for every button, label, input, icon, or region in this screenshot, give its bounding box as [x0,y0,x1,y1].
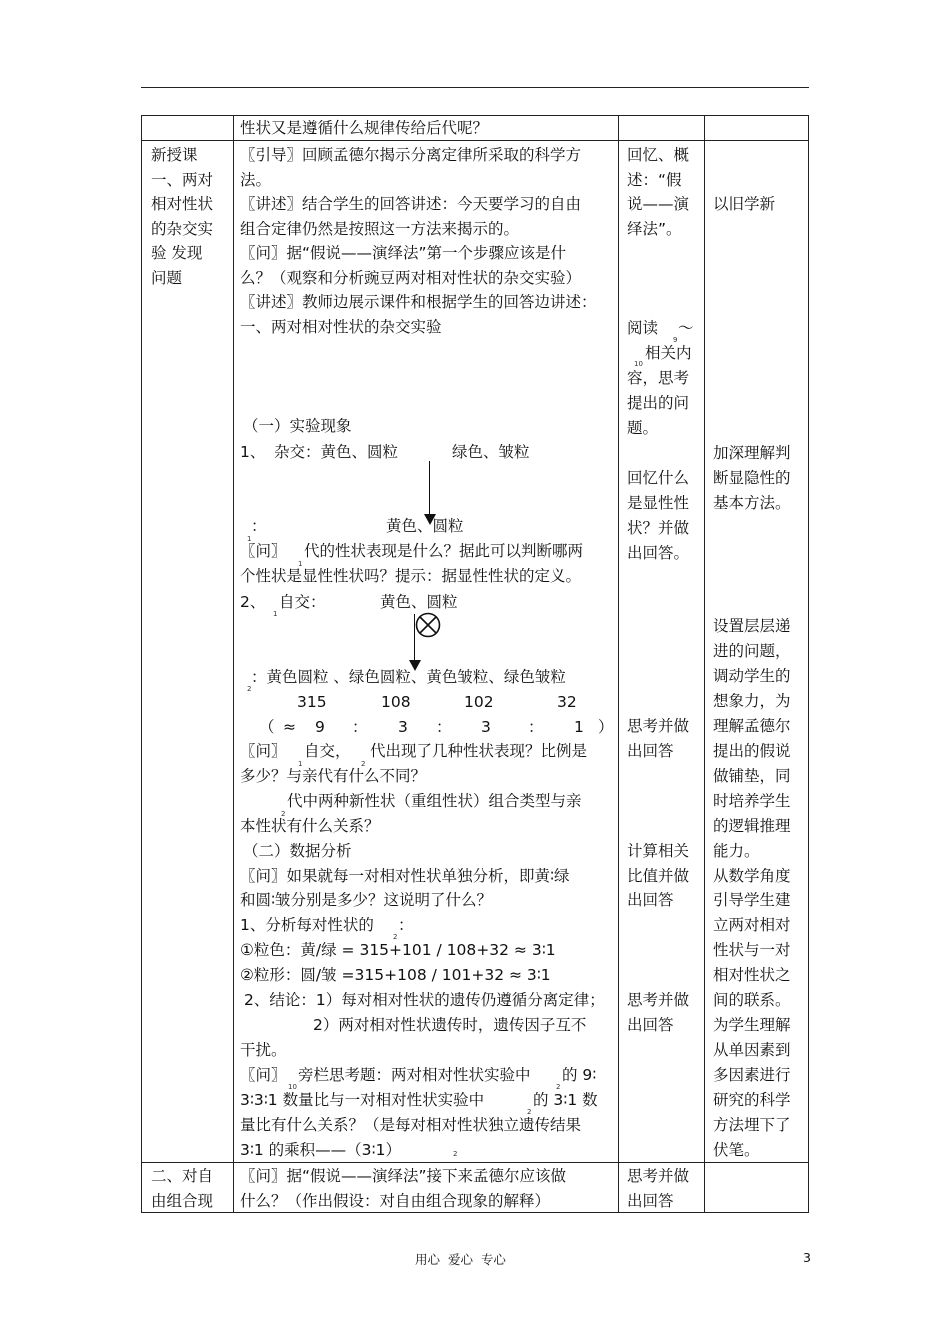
text-line: 〖问〗 [240,742,287,760]
intent-line: 设置层层递 [713,617,791,635]
ratio-token: ： [528,718,544,736]
text-line: 2、结论：1）每对相对性状的遗传仍遵循分离定律； [244,991,605,1009]
text-line: 代出现了几种性状表现？比例是 [370,742,588,760]
intent-line: 进的问题， [713,642,791,660]
intent-line: 加深理解判 [713,444,791,462]
ratio-token: （ [259,718,275,736]
intent-line: 想象力，为 [713,692,791,710]
text-line: 2）两对相对性状遗传时，遗传因子互不 [313,1016,587,1034]
text-line: 么？（观察和分析豌豆两对相对性状的杂交实验） [240,268,582,287]
text-line: 〖问〗 [240,542,287,560]
activity-line: 回忆、概 [627,146,690,164]
text-line: 法。 [240,170,272,189]
activity-line: 出回答。 [627,544,690,562]
text-line: 黄色、圆粒 [380,593,458,611]
intent-line: 立两对相对 [713,916,791,934]
text-line: ：黄色圆粒 、绿色圆粒、黄色皱粒、绿色皱粒 [251,668,566,686]
subscript: 9 [673,336,678,344]
activity-line: 说——演 [627,195,690,213]
intent-line: 从单因素到 [713,1041,791,1059]
text-line: 的 9∶ [562,1066,597,1084]
text-line: 〖讲述〗结合学生的回答讲述：今天要学习的自由 [240,195,582,213]
activity-line: 思考并做 [627,1167,690,1185]
text-line: 什么？（作出假设：对自由组合现象的解释） [240,1191,551,1210]
self-cross-icon [415,612,441,638]
text-line: 代中两种新性状（重组性状）组合类型与亲 [287,792,582,810]
intent-line: 的逻辑推理 [713,817,791,835]
section-heading: 一、两对相对性状的杂交实验 [240,317,442,336]
col1-line: 问题 [151,268,183,287]
subscript: 1 [298,760,303,768]
text-line: ： [251,517,267,535]
count-value: 102 [464,693,494,711]
text-line: 〖问〗如果就每一对相对性状单独分析，即黄∶绿 [240,867,570,885]
col1-line: 二、对自 [151,1167,214,1185]
activity-line: 述：“假 [627,170,682,189]
activity-line: 思考并做 [627,717,690,735]
ratio-token: ： [436,718,452,736]
intent-line: 做铺垫，同 [713,767,791,785]
intent-line: 以旧学新 [713,195,776,213]
text-line: 3∶1 的乘积——（3∶1） [240,1141,401,1159]
activity-line: 状？并做 [627,519,690,537]
column-divider [618,115,619,1213]
activity-line: 容，思考 [627,369,690,387]
intent-line: 为学生理解 [713,1016,791,1034]
column-divider [704,115,705,1213]
formula-line: ①粒色：黄/绿 = 315+101 / 108+32 ≈ 3∶1 [240,941,556,959]
intent-line: 时培养学生 [713,792,791,810]
activity-line: 出回答 [627,891,674,909]
intent-line: 提出的假说 [713,742,791,760]
column-divider [233,115,234,1213]
top-row-text: 性状又是遵循什么规律传给后代呢？ [240,119,489,137]
arrow-down [429,461,430,518]
sub-heading: （二）数据分析 [243,842,352,860]
intent-line: 基本方法。 [713,494,791,512]
col1-line: 验 发现 [151,244,203,262]
intent-line: 能力。 [713,842,760,860]
activity-line: 出回答 [627,1191,674,1210]
text-line: 杂交：黄色、圆粒 [274,443,399,461]
text-line: 组合定律仍然是按照这一方法来揭示的。 [240,219,520,238]
ratio-token: ） [598,718,614,736]
ratio-token: 3 [398,718,408,736]
subscript: 10 [634,360,643,368]
activity-line: 绎法”。 [627,219,682,238]
count-value: 315 [297,693,327,711]
ratio-token: ： [352,718,368,736]
text-line: 2、 [240,593,266,611]
text-line: ： [398,916,414,934]
intent-line: 引导学生建 [713,891,791,909]
text-line: 黄色、圆粒 [386,517,464,535]
activity-line: 思考并做 [627,991,690,1009]
formula-line: ②粒形：圆/皱 =315+108 / 101+32 ≈ 3∶1 [240,966,551,984]
subscript: 2 [527,1108,532,1116]
footer-slogan: 用心 爱心 专心 [415,1252,506,1267]
text-line: 的 3∶1 数 [533,1091,598,1109]
count-value: 108 [381,693,411,711]
intent-line: 间的联系。 [713,991,791,1009]
header-rule [141,87,809,88]
text-line: 多少？与亲代有什么不同？ [240,767,427,785]
col1-line: 相对性状 [151,195,214,213]
count-value: 32 [557,693,577,711]
ratio-token: ≈ [283,718,296,736]
subscript: 10 [288,1083,297,1091]
arrow-down [414,614,415,665]
activity-line: 回忆什么 [627,469,690,487]
text-line: 个性状是显性性状吗？提示：据显性性状的定义。 [240,567,582,585]
text-line: 量比有什么关系？（是每对相对性状独立遗传结果 [240,1116,582,1134]
text-line: 自交： [279,593,326,611]
text-line: 1、分析每对性状的 [240,916,374,934]
activity-line: 是显性性 [627,494,690,512]
text-line: 〖讲述〗教师边展示课件和根据学生的回答边讲述： [240,293,597,311]
subscript: 2 [453,1150,458,1158]
activity-line: ～ [678,319,694,337]
activity-line: 比值并做 [627,867,690,885]
text-line: 〖引导〗回顾孟德尔揭示分离定律所采取的科学方 [240,146,582,164]
activity-line: 出回答 [627,1016,674,1034]
sub-heading: （一）实验现象 [243,417,352,435]
ratio-token: 3 [481,718,491,736]
text-line: 代的性状表现是什么？据此可以判断哪两 [304,542,584,560]
ratio-token: 1 [574,718,584,736]
intent-line: 性状与一对 [713,941,791,959]
text-line: 3∶3∶1 数量比与一对相对性状实验中 [240,1091,485,1109]
subscript: 2 [247,685,252,693]
activity-line: 题。 [627,419,659,437]
intent-line: 理解孟德尔 [713,717,791,735]
intent-line: 调动学生的 [713,667,791,685]
subscript: 2 [556,1083,561,1091]
intent-line: 伏笔。 [713,1141,760,1159]
subscript: 2 [393,933,398,941]
intent-line: 多因素进行 [713,1066,791,1084]
activity-line: 出回答 [627,742,674,760]
text-line: 和圆∶皱分别是多少？这说明了什么？ [240,891,493,909]
activity-line: 阅读 [627,319,659,337]
text-line: 1、 [240,443,266,461]
page-number: 3 [803,1250,811,1265]
text-line: 〖问〗 [240,1066,287,1084]
text-line: 〖问〗据“假说——演绎法”第一个步骤应该是什 [240,244,567,262]
text-line: 干扰。 [240,1041,287,1059]
text-line: 〖问〗据“假说——演绎法”接下来孟德尔应该做 [240,1167,567,1185]
ratio-token: 9 [315,718,325,736]
activity-line: 相关内 [645,344,692,362]
subscript: 1 [247,535,252,543]
subscript: 2 [281,810,286,818]
text-line: 自交， [304,742,351,760]
intent-line: 研究的科学 [713,1091,791,1109]
subscript: 1 [298,560,303,568]
col1-line: 一、两对 [151,170,214,189]
intent-line: 相对性状之 [713,966,791,984]
text-line: 绿色、皱粒 [452,443,530,461]
subscript: 2 [361,760,366,768]
text-line: 本性状有什么关系？ [240,817,380,835]
col1-line: 由组合现 [151,1191,214,1210]
activity-line: 计算相关 [627,842,690,860]
col1-line: 新授课 [151,146,198,164]
intent-line: 方法埋下了 [713,1116,791,1134]
subscript: 1 [273,610,278,618]
col1-line: 的杂交实 [151,219,214,238]
activity-line: 提出的问 [627,394,690,412]
intent-line: 断显隐性的 [713,469,791,487]
text-line: 旁栏思考题：两对相对性状实验中 [298,1066,531,1084]
intent-line: 从数学角度 [713,867,791,885]
